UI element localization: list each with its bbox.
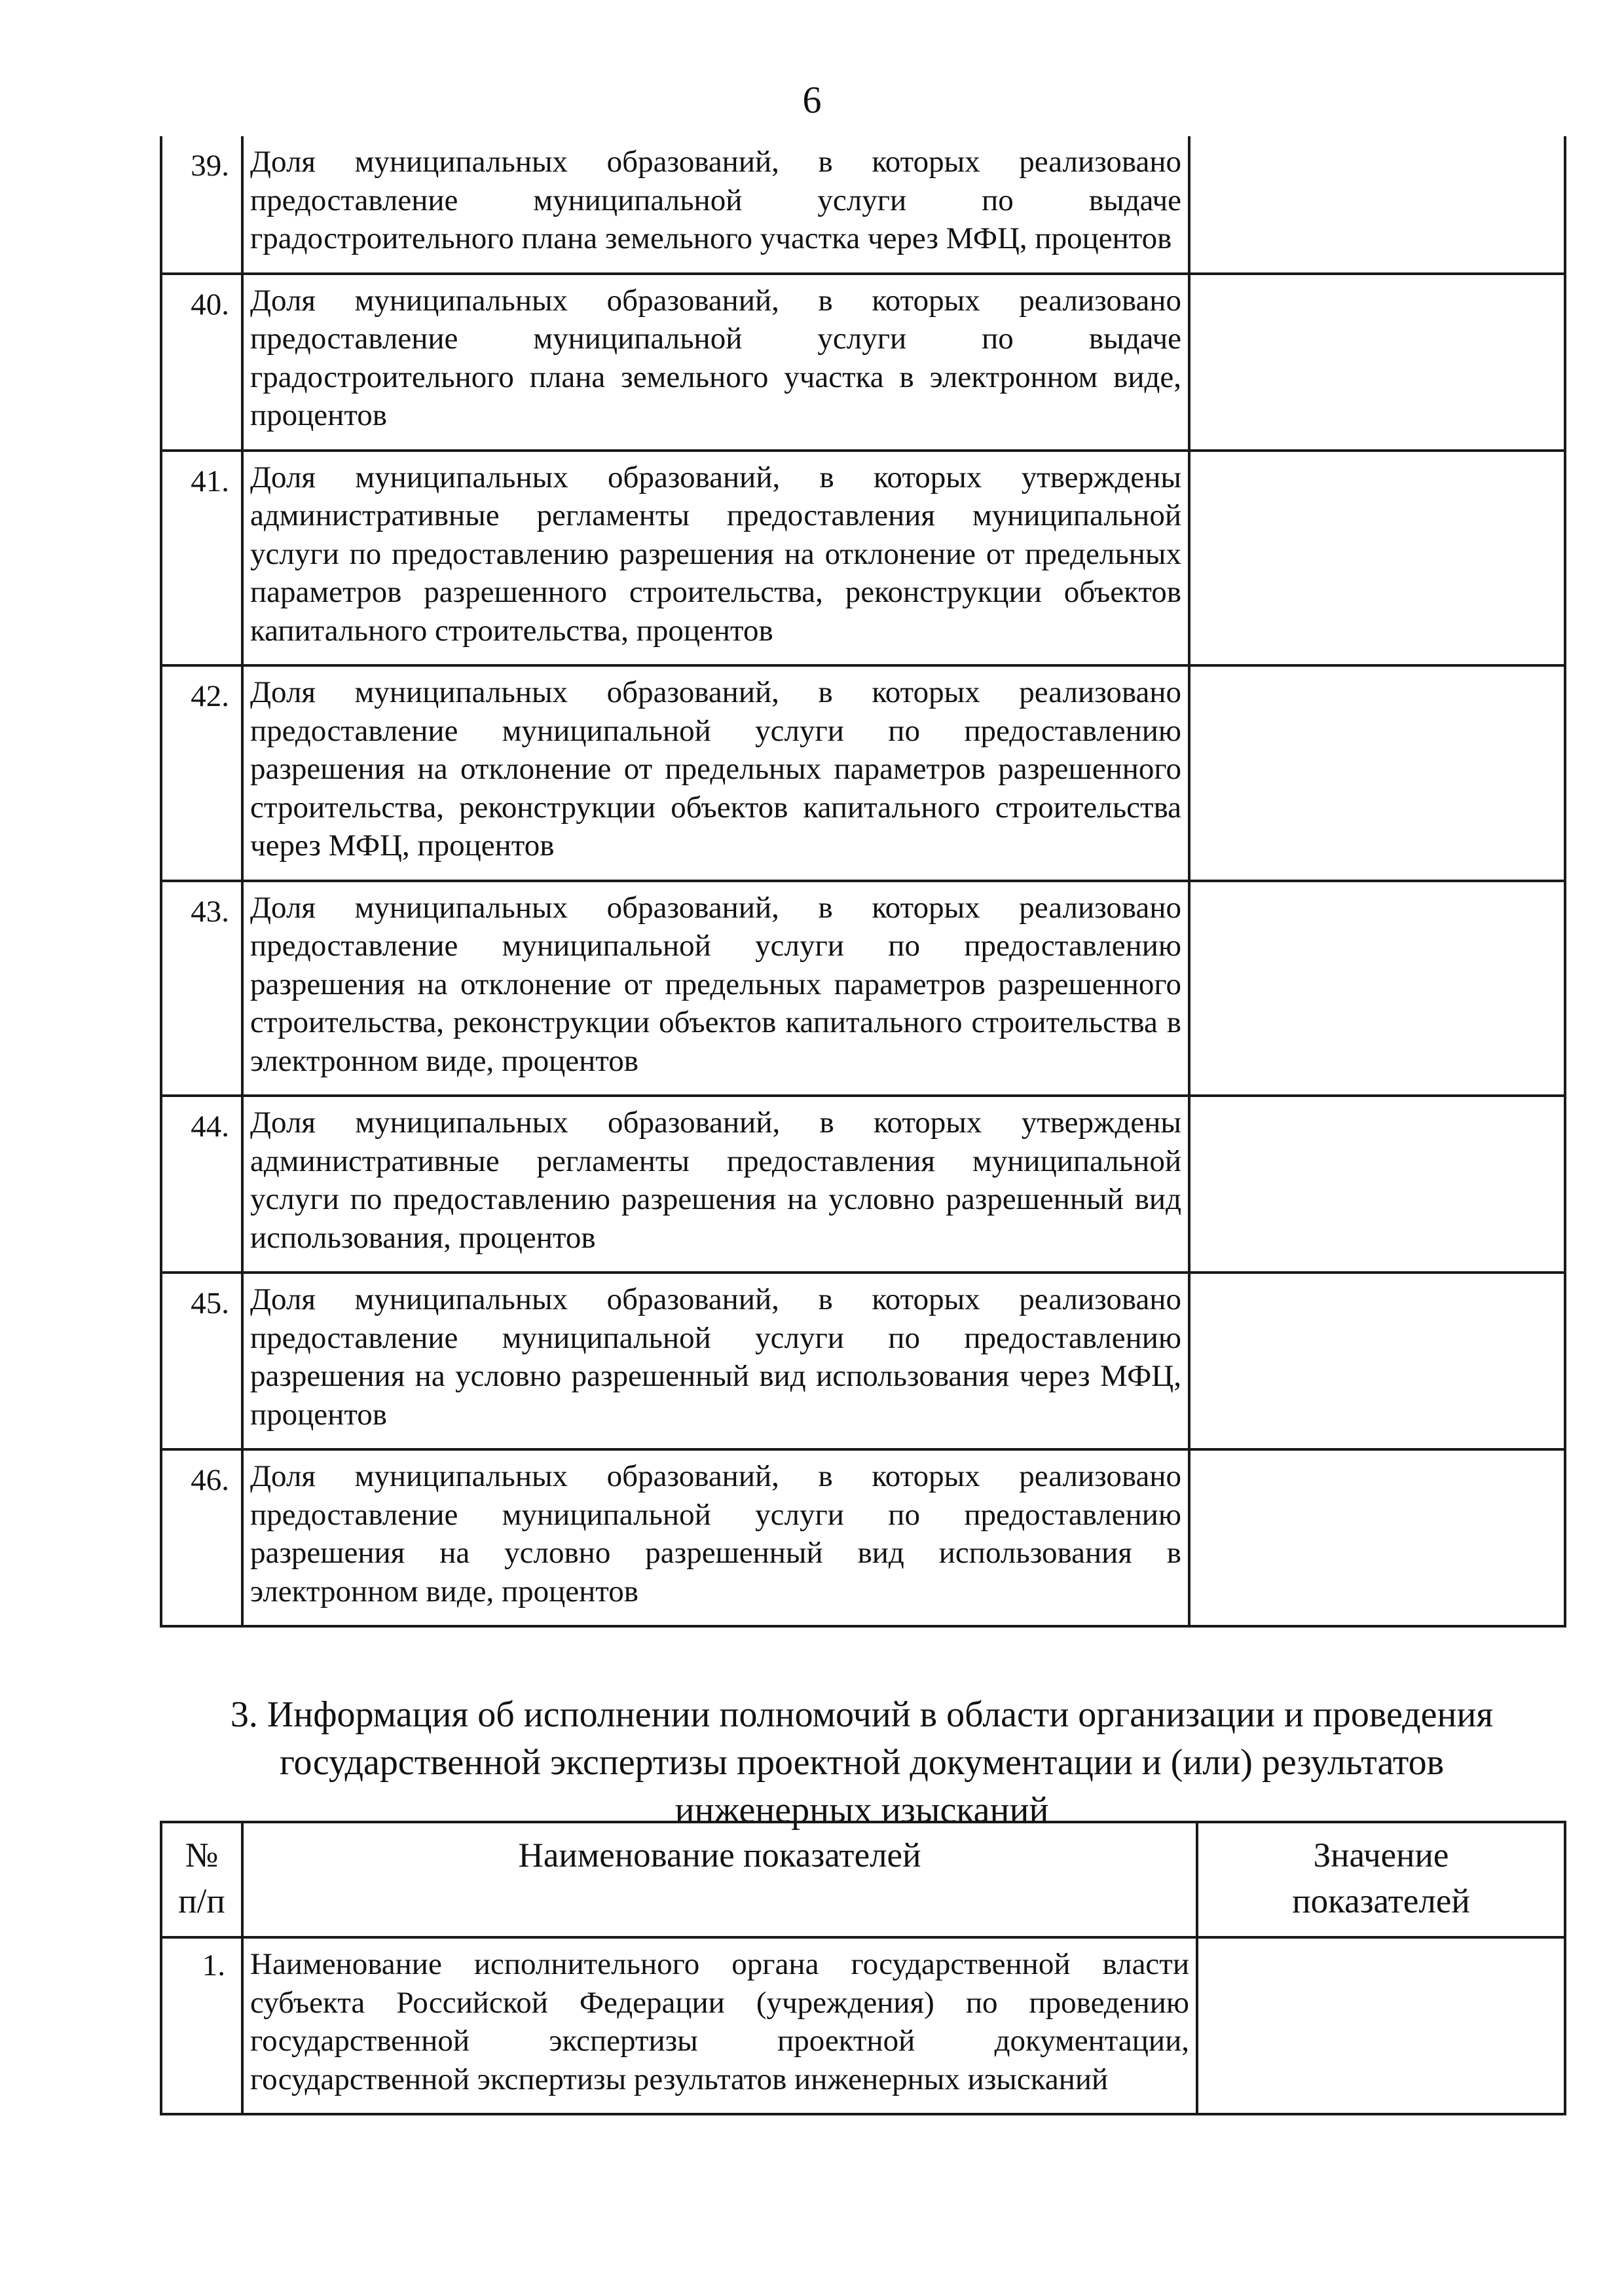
header-number-line1: № <box>185 1836 219 1874</box>
indicator-value <box>1189 881 1565 1096</box>
indicator-value <box>1197 1937 1565 2114</box>
indicator-name: Доля муниципальных образований, в которых реализовано предоставление муниципальной услуги по предоставлению разрешения на отклонение от предельных параметров разрешенного строительства, реконструкции объектов капитального строительства через МФЦ, процентов <box>242 665 1189 881</box>
section-3-title <box>160 1691 1564 1834</box>
indicators-table-continued <box>160 136 1566 1628</box>
header-value-line2: показателей <box>1292 1882 1470 1920</box>
section-title-line: 3. Информация об исполнении полномочий в области организации и проведения <box>230 1694 1494 1735</box>
table-row <box>161 1937 1565 2114</box>
indicator-value <box>1189 1273 1565 1449</box>
indicator-value <box>1189 274 1565 451</box>
indicator-name: Наименование исполнительного органа государственной власти субъекта Российской Федерации (учреждения) по проведению государственной экспертизы проектной документации, государственной экспертизы результатов инженерных изысканий <box>242 1937 1197 2114</box>
indicator-name: Доля муниципальных образований, в которых утверждены административные регламенты предоставления муниципальной услуги по предоставлению разрешения на условно разрешенный вид использования, процентов <box>242 1096 1189 1273</box>
row-number: 40. <box>161 274 242 451</box>
table-row <box>161 274 1565 451</box>
page-number: 6 <box>802 79 822 121</box>
indicator-value <box>1189 1096 1565 1273</box>
expertise-indicators-table <box>160 1821 1566 2115</box>
header-number-line2: п/п <box>178 1882 225 1920</box>
row-number: 45. <box>161 1273 242 1449</box>
indicator-value <box>1189 1449 1565 1626</box>
header-number <box>161 1822 242 1937</box>
indicator-value <box>1189 136 1565 274</box>
table-row <box>161 1096 1565 1273</box>
indicator-name: Доля муниципальных образований, в которых реализовано предоставление муниципальной услуги по предоставлению разрешения на условно разрешенный вид использования через МФЦ, процентов <box>242 1273 1189 1449</box>
indicator-name: Доля муниципальных образований, в которых реализовано предоставление муниципальной услуги по предоставлению разрешения на отклонение от предельных параметров разрешенного строительства, реконструкции объектов капитального строительства в электронном виде, процентов <box>242 881 1189 1096</box>
indicator-name: Доля муниципальных образований, в которых реализовано предоставление муниципальной услуги по предоставлению разрешения на условно разрешенный вид использования в электронном виде, процентов <box>242 1449 1189 1626</box>
table-row <box>161 881 1565 1096</box>
row-number: 42. <box>161 665 242 881</box>
indicator-name: Доля муниципальных образований, в которых реализовано предоставление муниципальной услуги по выдаче градостроительного плана земельного участка через МФЦ, процентов <box>242 136 1189 274</box>
table-row <box>161 1273 1565 1449</box>
section-title-line: инженерных изысканий <box>674 1790 1049 1831</box>
table-row <box>161 665 1565 881</box>
row-number: 41. <box>161 451 242 666</box>
row-number: 44. <box>161 1096 242 1273</box>
table-header-row <box>161 1822 1565 1937</box>
row-number: 46. <box>161 1449 242 1626</box>
indicator-value <box>1189 451 1565 666</box>
row-number: 1. <box>161 1937 242 2114</box>
indicator-name: Доля муниципальных образований, в которых утверждены административные регламенты предоставления муниципальной услуги по предоставлению разрешения на отклонение от предельных параметров разрешенного строительства, реконструкции объектов капитального строительства, процентов <box>242 451 1189 666</box>
header-indicator-name: Наименование показателей <box>242 1822 1197 1937</box>
indicator-name: Доля муниципальных образований, в которых реализовано предоставление муниципальной услуги по выдаче градостроительного плана земельного участка в электронном виде, процентов <box>242 274 1189 451</box>
row-number: 39. <box>161 136 242 274</box>
table-row <box>161 136 1565 274</box>
header-indicator-value <box>1197 1822 1565 1937</box>
table-row <box>161 451 1565 666</box>
section-title-line: государственной экспертизы проектной документации и (или) результатов <box>279 1742 1445 1783</box>
indicator-value <box>1189 665 1565 881</box>
table-row <box>161 1449 1565 1626</box>
row-number: 43. <box>161 881 242 1096</box>
header-value-line1: Значение <box>1313 1836 1449 1874</box>
